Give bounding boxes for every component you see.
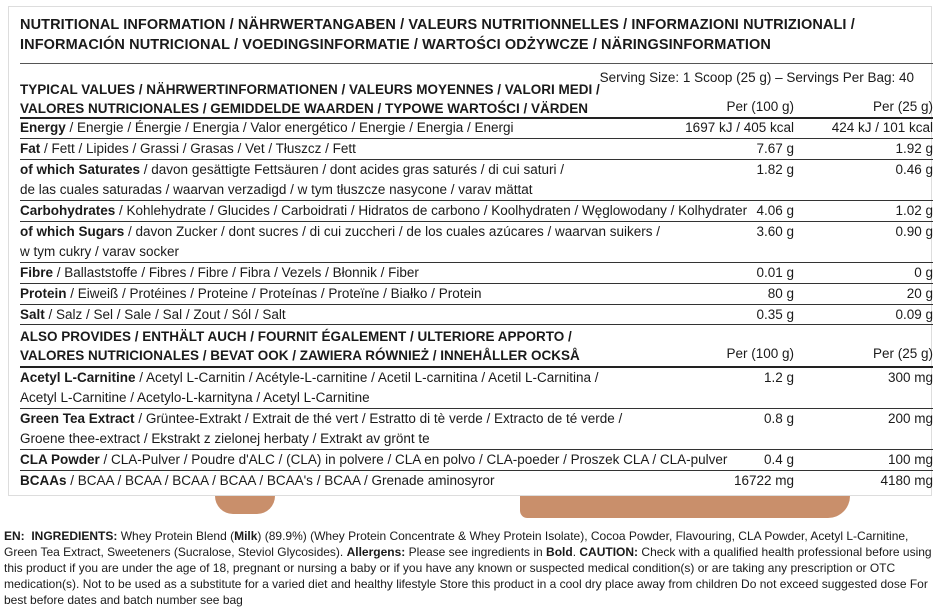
- value-per-100g: 16722 mg: [733, 473, 794, 488]
- nutrient-translations: / Kohlehydrate / Glucides / Carboidrati / Hidratos de carbono / Koolhydraten / Węglowodany / Kolhydrater: [115, 203, 748, 218]
- nutrient-name: Energy: [20, 120, 66, 135]
- value-per-25g: 0 g: [914, 265, 933, 280]
- row-label: [20, 201, 747, 221]
- allergens-label: Allergens:: [346, 545, 406, 559]
- nutrient-name: Carbohydrates: [20, 203, 116, 218]
- value-per-100g: 3.60 g: [756, 224, 794, 239]
- value-per-100g: 0.01 g: [756, 265, 794, 280]
- value-per-100g: 0.8 g: [763, 411, 794, 426]
- caution-label: CAUTION:: [579, 545, 639, 559]
- table-row: [20, 471, 933, 492]
- nutrient-name: Fat: [20, 141, 41, 156]
- nutrient-translations: / CLA-Pulver / Poudre d'ALC / (CLA) in polvere / CLA en polvo / CLA-poeder / Proszek CLA / CLA-pulver: [99, 452, 728, 467]
- row-label: [20, 222, 660, 242]
- table-row: [20, 368, 933, 409]
- nutrient-translations: / Grüntee-Extrakt / Extrait de thé vert / Estratto di tè verde / Extracto de té verde /: [134, 411, 623, 426]
- header-line: VALORES NUTRICIONALES / GEMIDDELDE WAARDEN / TYPOWE WARTOŚCI / VÄRDEN: [20, 101, 589, 116]
- value-per-100g: 1.82 g: [756, 162, 794, 177]
- table-row: [20, 263, 933, 284]
- nutrient-name: CLA Powder: [20, 452, 100, 467]
- product-image-fragment: [215, 496, 275, 514]
- typical-values-header: [20, 80, 600, 118]
- value-per-100g: 0.4 g: [763, 452, 794, 467]
- nutrient-translations-cont: Acetyl L-Carnitine / Acetylo-L-karnityna / Acetyl L-Carnitine: [20, 390, 370, 405]
- ingredients-text-part: Please see ingredients in: [405, 545, 547, 559]
- nutrient-translations: / BCAA / BCAA / BCAA / BCAA / BCAA's / BCAA / Grenade aminosyror: [66, 473, 495, 488]
- value-per-25g: 20 g: [906, 286, 933, 301]
- row-label: [20, 118, 514, 138]
- ingredients-text-part: ) (89.9%) (Whey Protein Concentrate & Whey Protein Isolate), Cocoa Powder, Flavouring, CLA Powder, Acetyl L-Carnitine, Green Tea Extract, Sweeteners (Sucralose, Steviol Glycosides).: [4, 529, 909, 559]
- divider: [20, 63, 933, 64]
- nutrient-name: Green Tea Extract: [20, 411, 135, 426]
- row-label: [20, 284, 481, 304]
- table-row: [20, 139, 933, 160]
- row-label: [20, 471, 495, 491]
- nutrient-name: Salt: [20, 307, 45, 322]
- ingredients-text-part: Whey Protein Blend (: [117, 529, 235, 543]
- ingredients-label: INGREDIENTS:: [31, 529, 118, 543]
- table-row: [20, 450, 933, 471]
- nutrient-translations: / Fett / Lipides / Grassi / Grasas / Vet / Tłuszcz / Fett: [40, 141, 356, 156]
- also-provides-header: [20, 327, 580, 365]
- title-line: NUTRITIONAL INFORMATION / NÄHRWERTANGABEN / VALEURS NUTRITIONNELLES / INFORMAZIONI NUTRIZIONALI /: [20, 17, 855, 33]
- table-row: [20, 409, 933, 450]
- value-per-25g: 424 kJ / 101 kcal: [831, 120, 933, 135]
- allergen-word: Milk: [234, 529, 258, 543]
- value-per-100g: 7.67 g: [756, 141, 794, 156]
- nutrient-translations: / Acetyl L-Carnitin / Acétyle-L-carnitine / Acetil L-carnitina / Acetil L-Carnitina /: [135, 370, 599, 385]
- panel-title: [20, 15, 855, 55]
- nutrient-translations: / davon gesättigte Fettsäuren / dont acides gras saturés / di cui saturi /: [140, 162, 565, 177]
- nutrient-name: of which Sugars: [20, 224, 125, 239]
- value-per-25g: 0.09 g: [895, 307, 933, 322]
- row-label: [20, 160, 564, 180]
- ingredients-text-part: .: [572, 545, 580, 559]
- value-per-25g: 0.46 g: [895, 162, 933, 177]
- value-per-25g: 1.02 g: [895, 203, 933, 218]
- nutrient-name: Protein: [20, 286, 67, 301]
- column-header-per-25g: Per (25 g): [872, 99, 933, 114]
- value-per-25g: 4180 mg: [880, 473, 933, 488]
- value-per-25g: 300 mg: [887, 370, 933, 385]
- nutrient-translations: / davon Zucker / dont sucres / di cui zuccheri / de los cuales azúcares / waarvan suikers /: [124, 224, 661, 239]
- ingredients-text: [4, 528, 939, 608]
- nutrient-name: BCAAs: [20, 473, 67, 488]
- row-label: [20, 139, 356, 159]
- header-line: ALSO PROVIDES / ENTHÄLT AUCH / FOURNIT ÉGALEMENT / ULTERIORE APPORTO /: [20, 329, 572, 344]
- caution-text: Check with a qualified health professional before using this product if you are under the age of 18, pregnant or nursing a baby or if you have any known or suspected medical condition(s) or are taking any prescription or OTC medication(s). Not to be used as a substitute for a varied diet and healthy lifestyle Store this product in a cool dry place away from children Do not exceed suggested dose For best before dates and batch number see bag: [4, 545, 932, 607]
- nutrient-translations-cont: Groene thee-extract / Ekstrakt z zielonej herbaty / Extrakt av grönt te: [20, 431, 430, 446]
- nutrient-translations: / Salz / Sel / Sale / Sal / Zout / Sól / Salt: [44, 307, 286, 322]
- nutrient-translations-cont: de las cuales saturadas / waarvan verzadigd / w tym tłuszcze nasycone / varav mättat: [20, 182, 533, 197]
- row-label: [20, 368, 598, 388]
- value-per-25g: 100 mg: [887, 452, 933, 467]
- nutrient-name: of which Saturates: [20, 162, 141, 177]
- header-line: VALORES NUTRICIONALES / BEVAT OOK / ZAWIERA RÓWNIEŻ / INNEHÅLLER OCKSÅ: [20, 348, 580, 363]
- title-line: INFORMACIÓN NUTRICIONAL / VOEDINGSINFORMATIE / WARTOŚCI ODŻYWCZE / NÄRINGSINFORMATION: [20, 37, 771, 53]
- value-per-100g: 0.35 g: [756, 307, 794, 322]
- value-per-100g: 80 g: [767, 286, 794, 301]
- header-line: TYPICAL VALUES / NÄHRWERTINFORMATIONEN / VALEURS MOYENNES / VALORI MEDI /: [20, 82, 600, 97]
- nutrient-translations: / Ballaststoffe / Fibres / Fibre / Fibra / Vezels / Błonnik / Fiber: [53, 265, 419, 280]
- divider: [20, 324, 933, 325]
- table-row: [20, 160, 933, 201]
- nutrient-name: Fibre: [20, 265, 54, 280]
- table-row: [20, 201, 933, 222]
- nutrient-translations: / Eiweiß / Protéines / Proteine / Proteínas / Proteïne / Białko / Protein: [66, 286, 482, 301]
- table-row: [20, 118, 933, 139]
- column-header-per-100g: Per (100 g): [726, 346, 794, 361]
- value-per-100g: 1.2 g: [763, 370, 794, 385]
- row-label: [20, 409, 622, 429]
- bold-word: Bold: [546, 545, 573, 559]
- nutrient-translations-cont: w tym cukry / varav socker: [20, 244, 180, 259]
- value-per-25g: 1.92 g: [895, 141, 933, 156]
- value-per-100g: 4.06 g: [756, 203, 794, 218]
- nutrient-name: Acetyl L-Carnitine: [20, 370, 136, 385]
- serving-info: Serving Size: 1 Scoop (25 g) – Servings Per Bag: 40: [599, 70, 914, 85]
- row-label: [20, 305, 286, 325]
- value-per-100g: 1697 kJ / 405 kcal: [685, 120, 794, 135]
- product-image-fragment: [520, 496, 850, 518]
- value-per-25g: 200 mg: [887, 411, 933, 426]
- table-row: [20, 284, 933, 305]
- language-label: EN:: [4, 529, 25, 543]
- row-label: [20, 450, 727, 470]
- column-header-per-25g: Per (25 g): [872, 346, 933, 361]
- table-row: [20, 222, 933, 263]
- value-per-25g: 0.90 g: [895, 224, 933, 239]
- column-header-per-100g: Per (100 g): [726, 99, 794, 114]
- nutrition-panel: [8, 6, 932, 496]
- row-label: [20, 263, 419, 283]
- nutrient-translations: / Energie / Énergie / Energia / Valor energético / Energie / Energia / Energi: [65, 120, 514, 135]
- table-row: [20, 305, 933, 326]
